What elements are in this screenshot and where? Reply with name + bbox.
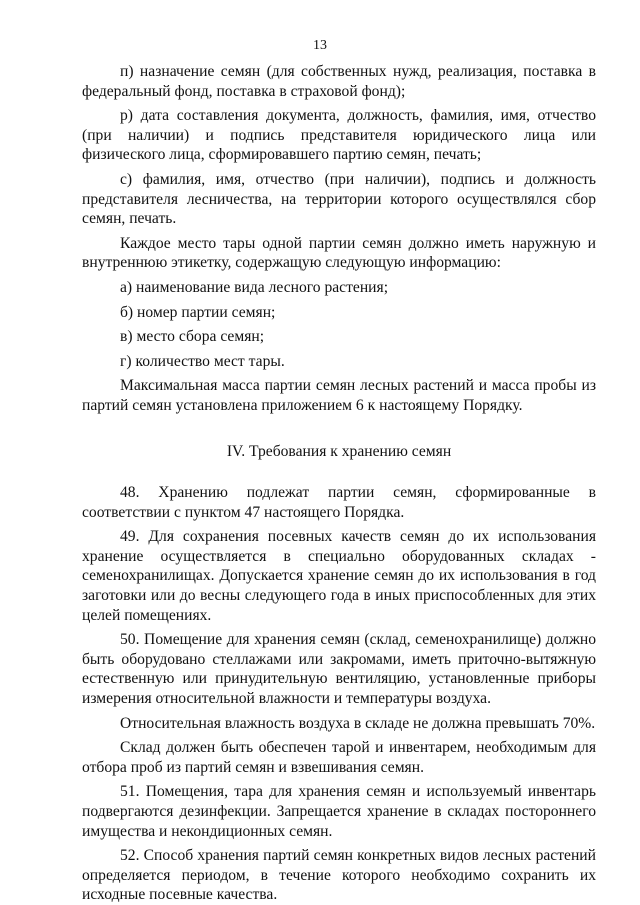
- paragraph-52: 52. Способ хранения партий семян конкретных видов лесных растений определяется периодом, в течение которого необходимо сохранить их исходные посевные качества.: [82, 847, 596, 904]
- paragraph-item-r: р) дата составления документа, должность, фамилия, имя, отчество (при наличии) и подпись представителя юридического лица или физического лица, сформировавшего партию семян, печать;: [82, 107, 596, 164]
- list-item-b: б) номер партии семян;: [120, 303, 276, 321]
- list-item-a: а) наименование вида лесного растения;: [120, 278, 389, 296]
- list-item-v: в) место сбора семян;: [120, 328, 265, 346]
- paragraph-humidity: Относительная влажность воздуха в складе не должна превышать 70%.: [120, 714, 596, 732]
- paragraph-item-s: с) фамилия, имя, отчество (при наличии), подпись и должность представителя лесничества, на территории которого осуществлялся сбор семян, печать.: [82, 170, 596, 228]
- paragraph-item-p: п) назначение семян (для собственных нужд, реализация, поставка в федеральный фонд, поставка в страховой фонд);: [82, 63, 596, 100]
- page-number: 13: [313, 38, 327, 53]
- paragraph-49: 49. Для сохранения посевных качеств семян до их использования хранение осуществляется в специально оборудованных складах - семенохранилищах. Допускается хранение семян до их использования в год заготовки или до весны следующего года в иных приспособленных для этих целей помещениях.: [82, 528, 596, 624]
- paragraph-max-mass: Максимальная масса партии семян лесных растений и масса пробы из партий семян установлена приложением 6 к настоящему Порядку.: [82, 377, 596, 414]
- list-item-g: г) количество мест тары.: [120, 352, 285, 370]
- paragraph-48: 48. Хранению подлежат партии семян, сформированные в соответствии с пунктом 47 настоящего Порядка.: [82, 484, 596, 521]
- paragraph-label-requirements: Каждое место тары одной партии семян должно иметь наружную и внутреннюю этикетку, содержащую следующую информацию:: [82, 234, 596, 272]
- paragraph-50: 50. Помещение для хранения семян (склад, семенохранилище) должно быть оборудовано стеллажами или закромами, иметь приточно-вытяжную естественную или принудительную вентиляцию, установленные приборы измерения относительной влажности и температуры воздуха.: [82, 631, 596, 708]
- section-heading: IV. Требования к хранению семян: [226, 442, 452, 460]
- paragraph-warehouse: Склад должен быть обеспечен тарой и инвентарем, необходимым для отбора проб из партий семян и взвешивания семян.: [82, 739, 596, 776]
- paragraph-51: 51. Помещения, тара для хранения семян и используемый инвентарь подвергаются дезинфекции. Запрещается хранение в складах постороннего имущества и некондиционных семян.: [82, 783, 596, 840]
- document-body: [82, 62, 596, 905]
